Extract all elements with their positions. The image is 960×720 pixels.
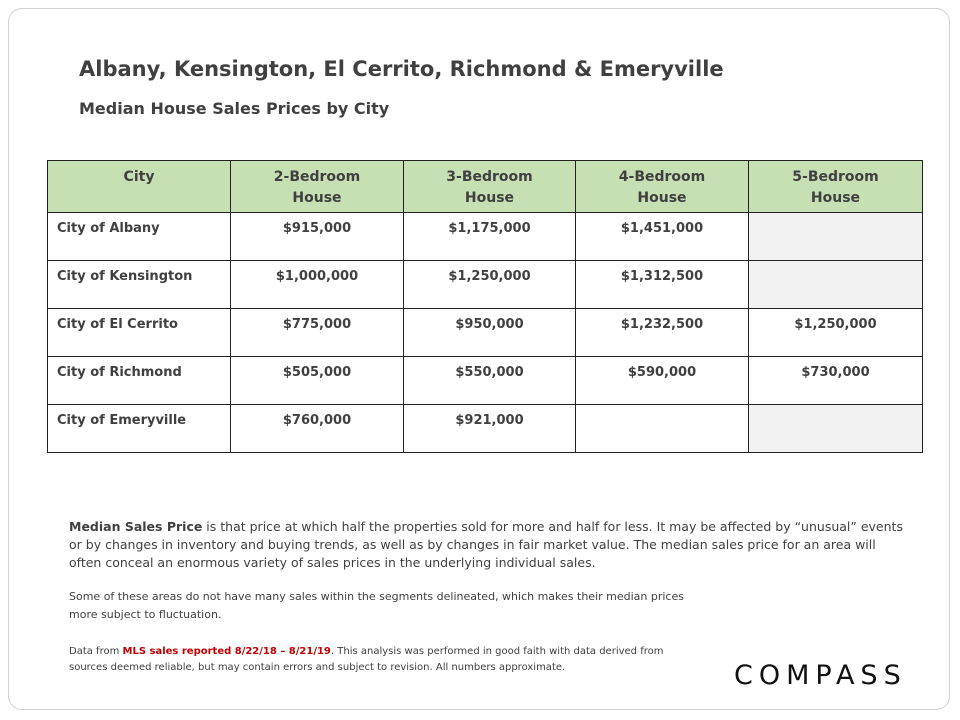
price-cell-3-bedroom: $1,250,000	[404, 261, 576, 309]
data-source-note	[69, 644, 689, 676]
median-definition-text: is that price at which half the properties sold for more and half for less. It may be affected by “unusual” events or by changes in inventory and buying trends, as well as by changes in fair market value. The median sales price for an area will often conceal an enormous variety of sales prices in the underlying individual sales.	[69, 519, 903, 570]
table-row-albany	[48, 213, 923, 261]
city-cell: City of Kensington	[48, 261, 231, 309]
column-header-2-bedroom: 2-Bedroom House	[231, 161, 404, 213]
source-disclaimer: . This analysis was performed in good faith with data derived from sources deemed reliable, but may contain errors and subject to revision. All numbers approximate.	[69, 646, 664, 673]
source-date-range: MLS sales reported 8/22/18 – 8/21/19	[122, 646, 331, 657]
page-title: Albany, Kensington, El Cerrito, Richmond & Emeryville	[79, 57, 724, 81]
price-cell-3-bedroom: $1,175,000	[404, 213, 576, 261]
column-header-3-bedroom: 3-Bedroom House	[404, 161, 576, 213]
median-definition-note	[69, 518, 909, 572]
table-row-emeryville	[48, 405, 923, 453]
price-cell-3-bedroom: $921,000	[404, 405, 576, 453]
price-cell-2-bedroom: $1,000,000	[231, 261, 404, 309]
price-cell-5-bedroom: $730,000	[749, 357, 923, 405]
table-row-el-cerrito	[48, 309, 923, 357]
median-price-table	[47, 160, 923, 453]
price-cell-2-bedroom: $760,000	[231, 405, 404, 453]
price-cell-5-bedroom	[749, 261, 923, 309]
price-cell-5-bedroom	[749, 213, 923, 261]
price-cell-4-bedroom	[576, 405, 749, 453]
price-cell-3-bedroom: $950,000	[404, 309, 576, 357]
price-cell-5-bedroom	[749, 405, 923, 453]
table-row-richmond	[48, 357, 923, 405]
city-cell: City of Richmond	[48, 357, 231, 405]
column-header-city: City	[48, 161, 231, 213]
price-cell-5-bedroom: $1,250,000	[749, 309, 923, 357]
price-cell-2-bedroom: $505,000	[231, 357, 404, 405]
compass-logo: COMPASS	[734, 660, 907, 691]
source-prefix: Data from	[69, 646, 123, 657]
price-cell-3-bedroom: $550,000	[404, 357, 576, 405]
price-cell-4-bedroom: $1,451,000	[576, 213, 749, 261]
column-header-4-bedroom: 4-Bedroom House	[576, 161, 749, 213]
column-header-5-bedroom: 5-Bedroom House	[749, 161, 923, 213]
city-cell: City of Emeryville	[48, 405, 231, 453]
page-subtitle: Median House Sales Prices by City	[79, 99, 390, 118]
price-cell-4-bedroom: $1,232,500	[576, 309, 749, 357]
table-row-kensington	[48, 261, 923, 309]
city-cell: City of El Cerrito	[48, 309, 231, 357]
price-cell-2-bedroom: $915,000	[231, 213, 404, 261]
city-cell: City of Albany	[48, 213, 231, 261]
segments-note: Some of these areas do not have many sales within the segments delineated, which makes their median prices more subject to fluctuation.	[69, 590, 684, 621]
price-cell-2-bedroom: $775,000	[231, 309, 404, 357]
price-cell-4-bedroom: $1,312,500	[576, 261, 749, 309]
table-header-row	[48, 161, 923, 213]
median-term: Median Sales Price	[69, 519, 203, 534]
price-cell-4-bedroom: $590,000	[576, 357, 749, 405]
